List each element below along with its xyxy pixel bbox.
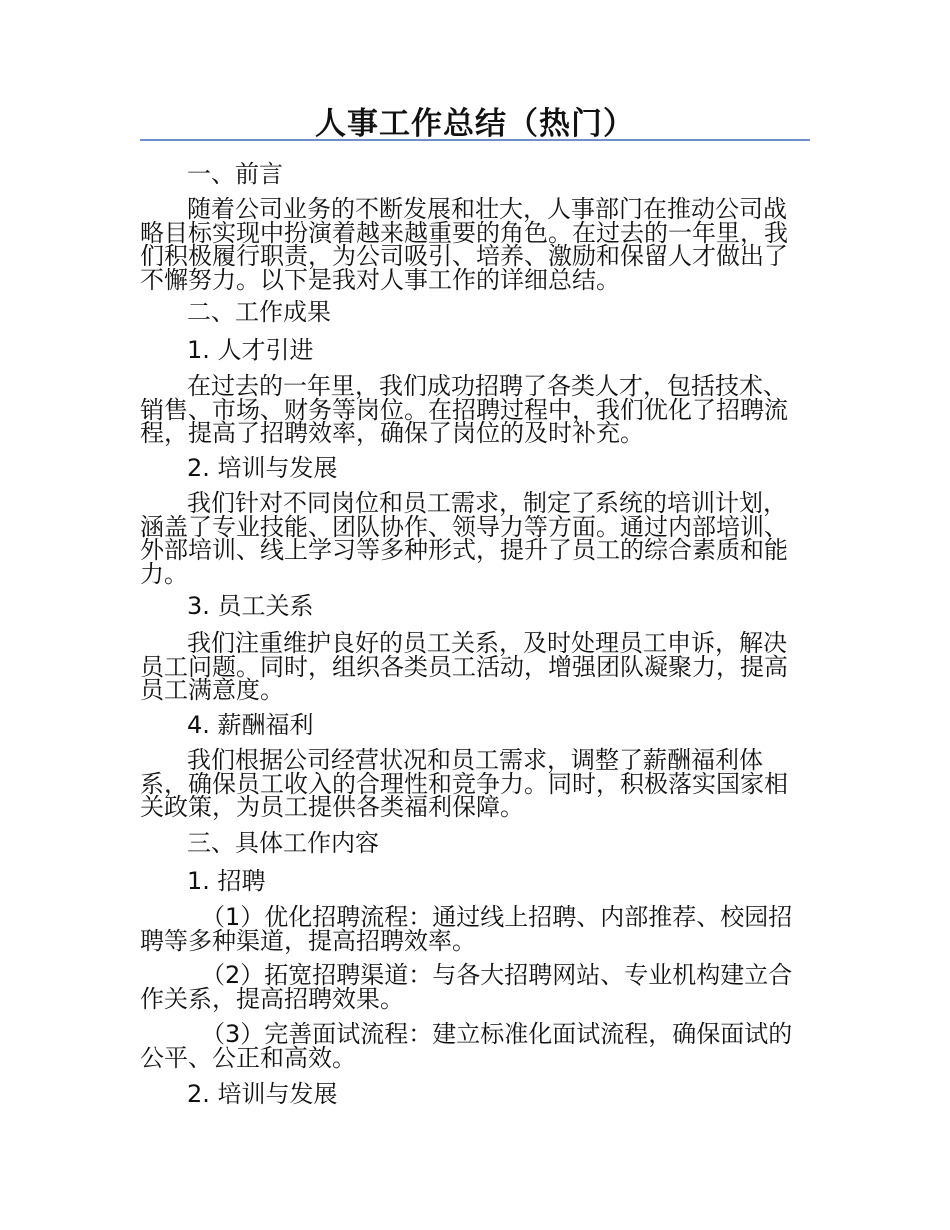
text-line: 我们根据公司经营状况和员工需求，调整了薪酬福利体 <box>187 746 763 774</box>
paragraph-recruitment-2 <box>140 961 810 1013</box>
section-heading-results: 二、工作成果 <box>187 298 331 326</box>
subheading-compensation: 4. 薪酬福利 <box>187 711 314 739</box>
section-heading-work-content: 三、具体工作内容 <box>187 829 379 857</box>
text-line: 在过去的一年里，我们成功招聘了各类人才，包括技术、 <box>187 372 787 400</box>
text-line: 员工问题。同时，组织各类员工活动，增强团队凝聚力，提高 <box>140 652 788 681</box>
subheading-training: 2. 培训与发展 <box>187 454 338 482</box>
text-line: 我们注重维护良好的员工关系，及时处理员工申诉，解决 <box>187 629 787 657</box>
paragraph-preface <box>140 195 810 294</box>
paragraph-recruitment-3 <box>140 1020 810 1072</box>
text-line: 力。 <box>140 559 188 588</box>
text-line: 略目标实现中扮演着越来越重要的角色。在过去的一年里，我 <box>140 218 788 247</box>
text-line: 我们针对不同岗位和员工需求，制定了系统的培训计划， <box>187 489 787 517</box>
paragraph-talent <box>140 372 810 447</box>
paragraph-employee-relations <box>140 629 810 704</box>
text-line: 作关系，提高招聘效果。 <box>140 984 404 1013</box>
paragraph-compensation <box>140 746 810 821</box>
text-line: （3）完善面试流程：建立标准化面试流程，确保面试的 <box>201 1020 793 1048</box>
subheading-employee-relations: 3. 员工关系 <box>187 592 314 620</box>
subheading-training-2: 2. 培训与发展 <box>187 1080 338 1108</box>
text-line: （1）优化招聘流程：通过线上招聘、内部推荐、校园招 <box>201 903 793 931</box>
text-line: 涵盖了专业技能、团队协作、领导力等方面。通过内部培训、 <box>140 512 788 541</box>
text-line: 程，提高了招聘效率，确保了岗位的及时补充。 <box>140 419 644 447</box>
paragraph-recruitment-1 <box>140 903 810 955</box>
text-line: 随着公司业务的不断发展和壮大，人事部门在推动公司战 <box>187 195 787 223</box>
text-line: （2）拓宽招聘渠道：与各大招聘网站、专业机构建立合 <box>201 961 793 989</box>
text-line: 不懈努力。以下是我对人事工作的详细总结。 <box>140 265 620 294</box>
text-line: 关政策，为员工提供各类福利保障。 <box>140 793 524 821</box>
text-line: 员工满意度。 <box>140 676 284 704</box>
subheading-talent: 1. 人才引进 <box>187 336 314 364</box>
text-line: 们积极履行职责，为公司吸引、培养、激励和保留人才做出了 <box>140 242 788 270</box>
page-title: 人事工作总结（热门） <box>315 106 635 142</box>
subheading-recruitment: 1. 招聘 <box>187 867 266 895</box>
paragraph-training <box>140 489 810 588</box>
text-line: 系，确保员工收入的合理性和竞争力。同时，积极落实国家相 <box>140 769 788 798</box>
text-line: 销售、市场、财务等岗位。在招聘过程中，我们优化了招聘流 <box>140 395 788 424</box>
section-heading-preface: 一、前言 <box>187 160 283 188</box>
title-underline <box>140 139 810 141</box>
text-line: 公平、公正和高效。 <box>140 1043 356 1072</box>
text-line: 聘等多种渠道，提高招聘效率。 <box>140 926 476 955</box>
text-line: 外部培训、线上学习等多种形式，提升了员工的综合素质和能 <box>140 536 788 564</box>
